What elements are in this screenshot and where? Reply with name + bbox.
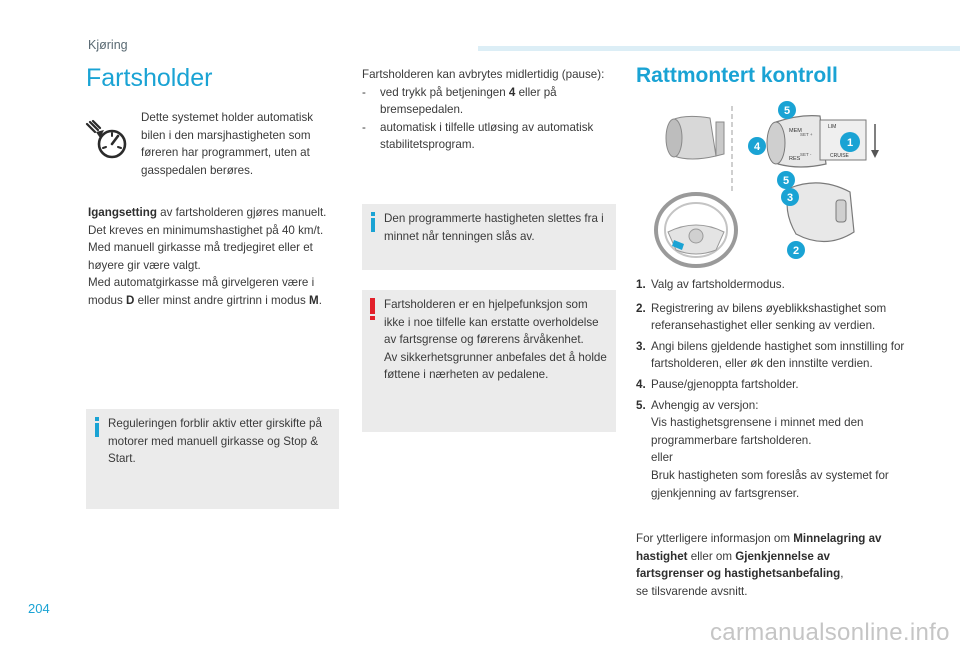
set-plus-label: SET + <box>800 132 813 137</box>
list-item: 2. Registrering av bilens øyeblikkshastighet som referansehastighet eller senking av verdien. <box>636 301 887 333</box>
list-item: 5. Avhengig av versjon: Vis hastighetsgrensene i minnet med den programmerbare fartsholderen. eller Bruk hastigheten som foreslås av systemet for gjenkjenning av fartsgrenser. <box>636 398 889 500</box>
cruise-label: CRUISE <box>830 153 849 159</box>
info-box-memory <box>362 204 616 270</box>
list-item: 4. Pause/gjenoppta fartsholder. <box>636 377 799 391</box>
page-title: Fartsholder <box>86 64 213 92</box>
callout-4 <box>748 137 766 155</box>
page-number: 204 <box>28 601 50 616</box>
res-label: RES <box>789 156 801 162</box>
svg-text:1: 1 <box>846 137 854 149</box>
pause-intro: Fartsholderen kan avbrytes midlertidig (pause): <box>362 68 605 81</box>
intro-text: Dette systemet holder automatisk bilen i den marsjhastigheten som føreren har programmert, uten at gasspedalen berøres. <box>141 111 314 177</box>
svg-text:2: 2 <box>792 245 800 257</box>
callout-5-top <box>778 101 796 119</box>
info-memory-text: Den programmerte hastigheten slettes fra i minnet når tenningen slås av. <box>384 212 604 243</box>
section-label: Kjøring <box>88 38 128 52</box>
warning-box <box>362 290 616 432</box>
pause-item-1: - ved trykk på betjeningen 4 eller på bremsepedalen. <box>362 85 557 117</box>
cruise-control-icon <box>84 118 130 160</box>
header-bar <box>478 46 960 51</box>
lim-label: LIM <box>828 124 837 130</box>
callout-2 <box>787 241 805 259</box>
set-minus-label: SET - <box>800 152 812 157</box>
list-item: 1. Valg av fartsholdermodus. <box>636 278 785 291</box>
pause-section <box>362 66 618 154</box>
pause-item-2: - automatisk i tilfelle utløsing av automatisk stabilitetsprogram. <box>362 120 594 152</box>
warning-text: Fartsholderen er en hjelpefunksjon som ikke i noe tilfelle kan erstatte overholdelse av fartsgrense og førerens årvåkenhet. Av sikkerhetsgrunner anbefales det å holde føttene i nærheten av pedalene. <box>384 298 607 382</box>
activation-bold: Igangsetting <box>88 206 157 219</box>
section-title: Rattmontert kontroll <box>636 64 838 87</box>
manual-gearbox-text: Med manuell girkasse må tredjegiret eller et høyere gir være valgt. <box>88 241 313 272</box>
watermark: carmanualsonline.info <box>710 619 950 646</box>
callout-3 <box>781 188 799 206</box>
more-info-paragraph: For ytterligere informasjon om Minnelagring av hastighet eller om Gjenkjennelse av fartsgrenser og hastighetsanbefaling, se tilsvarende avsnitt. <box>636 532 882 598</box>
svg-text:5: 5 <box>783 105 791 117</box>
callout-1 <box>840 132 860 152</box>
info-box-stop-start <box>86 409 339 509</box>
warning-icon <box>370 298 375 320</box>
steering-controls-diagram <box>650 100 900 268</box>
activation-paragraph <box>88 204 348 310</box>
info-icon <box>95 417 99 437</box>
controls-list <box>636 276 906 502</box>
automatic-gearbox-text: Med automatgirkasse må girvelgeren være i modus D eller minst andre girtrinn i modus M. <box>88 276 322 307</box>
svg-text:4: 4 <box>753 141 761 153</box>
svg-text:3: 3 <box>786 192 794 204</box>
info-icon <box>371 212 375 232</box>
list-item: 3. Angi bilens gjeldende hastighet som innstilling for fartsholderen, eller øk den innstilte verdien. <box>636 339 905 371</box>
activation-text: av fartsholderen gjøres manuelt. <box>156 206 327 219</box>
mem-label: MEM <box>789 128 802 134</box>
svg-text:5: 5 <box>782 175 790 187</box>
info-note-text: Reguleringen forblir aktiv etter girskifte på motorer med manuell girkasse og Stop & Start. <box>108 417 322 466</box>
min-speed-text: Det kreves en minimumshastighet på 40 km/t. <box>88 223 324 237</box>
callout-5-mid <box>777 171 795 189</box>
